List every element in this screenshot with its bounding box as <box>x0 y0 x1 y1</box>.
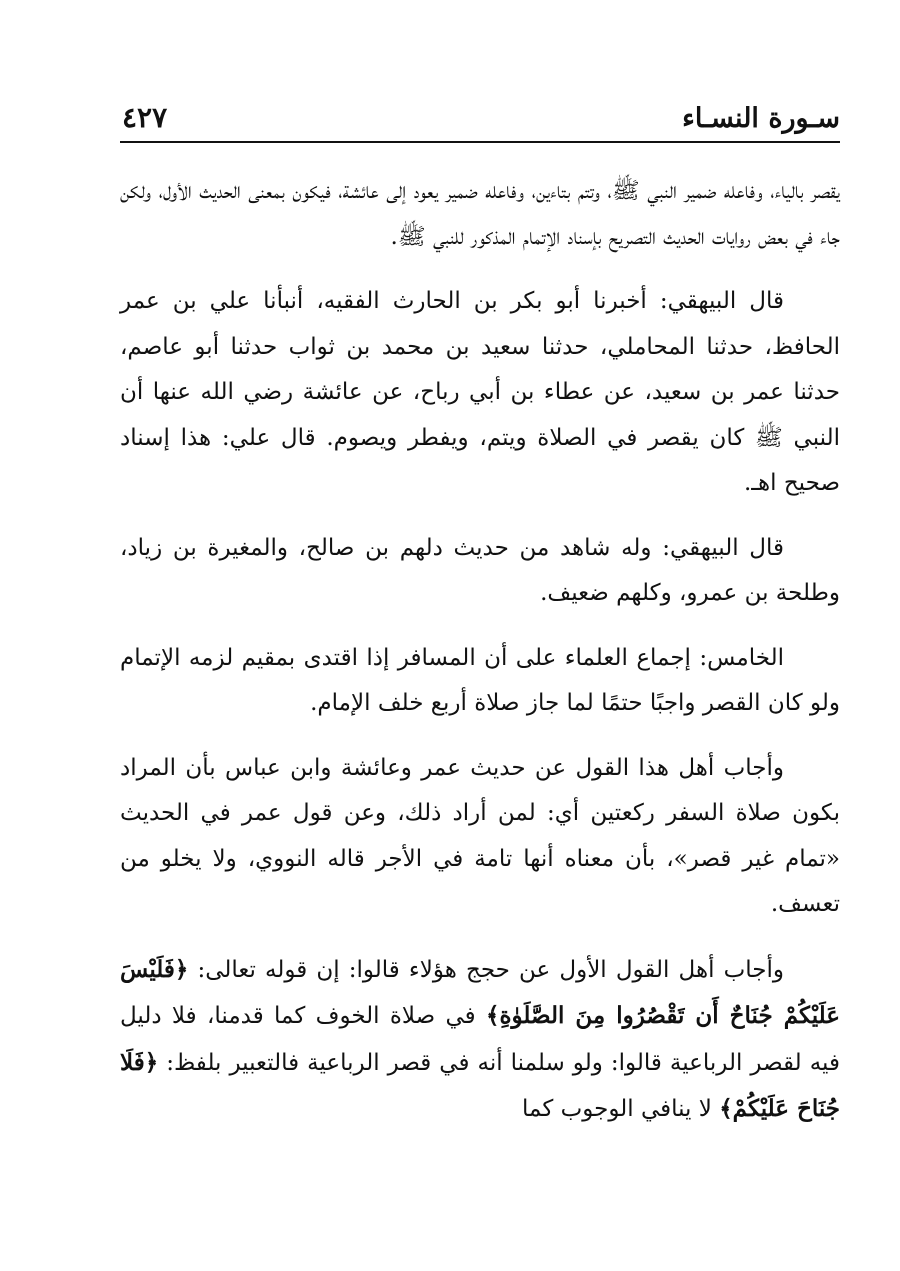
page-header <box>120 95 840 143</box>
paragraph-text: الخامس: إجماع العلماء على أن المسافر إذا اقتدى بمقيم لزمه الإتمام ولو كان القصر واجبًا حتمًا لما جاز صلاة أربع خلف الإمام. <box>120 644 840 716</box>
paragraph-5 <box>120 746 840 928</box>
quran-quote: ﴿فَلَيْسَ عَلَيْكُمْ جُنَاحٌ أَن تَقْصُرُوا مِنَ الصَّلَوٰةِ﴾ <box>120 955 840 1029</box>
quran-quote: ﴿فَلَا جُنَاحَ عَلَيْكُمْ﴾ <box>120 1048 840 1122</box>
page-body <box>120 169 840 1133</box>
paragraph-text: قال البيهقي: أخبرنا أبو بكر بن الحارث الفقيه، أنبأنا علي بن عمر الحافظ، حدثنا المحاملي، حدثنا سعيد بن محمد بن ثواب حدثنا أبو عاصم، حدثنا عمر بن سعيد، عن عطاء بن أبي رباح، عن عائشة رضي الله عنها أن النبي ﷺ كان يقصر في الصلاة ويتم، ويفطر ويصوم. قال علي: هذا إسناد صحيح اهـ. <box>120 288 840 496</box>
paragraph-2 <box>120 279 840 507</box>
paragraph-6 <box>120 947 840 1133</box>
paragraph-3 <box>120 526 840 617</box>
paragraph-text: وأجاب أهل القول الأول عن حجج هؤلاء قالوا: إن قوله تعالى: <box>188 956 784 983</box>
paragraph-1 <box>120 169 840 260</box>
paragraph-text: في صلاة الخوف كما قدمنا، فلا دليل فيه لقصر الرباعية قالوا: ولو سلمنا أنه في قصر الرباعية فالتعبير بلفظ: <box>120 1003 840 1076</box>
paragraph-text: وأجاب أهل هذا القول عن حديث عمر وعائشة وابن عباس بأن المراد بكون صلاة السفر ركعتين أي: لمن أراد ذلك، وعن قول عمر في الحديث «تمام غير قصر»، بأن معناه أنها تامة في الأجر قاله النووي، ولا يخلو من تعسف. <box>120 754 840 917</box>
surah-title: سـورة النسـاء <box>682 103 840 134</box>
paragraph-text: قال البيهقي: وله شاهد من حديث دلهم بن صالح، والمغيرة بن زياد، وطلحة بن عمرو، وكلهم ضعيف. <box>120 534 840 606</box>
paragraph-text: يقصر بالياء، وفاعله ضمير النبي ﷺ، وتتم بتاءين، وفاعله ضمير يعود إلى عائشة، فيكون بمعنى الحديث الأول، ولكن جاء في بعض روايات الحديث التصريح بإسناد الإتمام المذكور للنبي ﷺ. <box>120 178 840 250</box>
page-number: ٤٢٧ <box>122 101 168 134</box>
paragraph-4 <box>120 636 840 727</box>
paragraph-text: لا ينافي الوجوب كما <box>522 1096 720 1122</box>
book-page <box>120 95 840 1152</box>
